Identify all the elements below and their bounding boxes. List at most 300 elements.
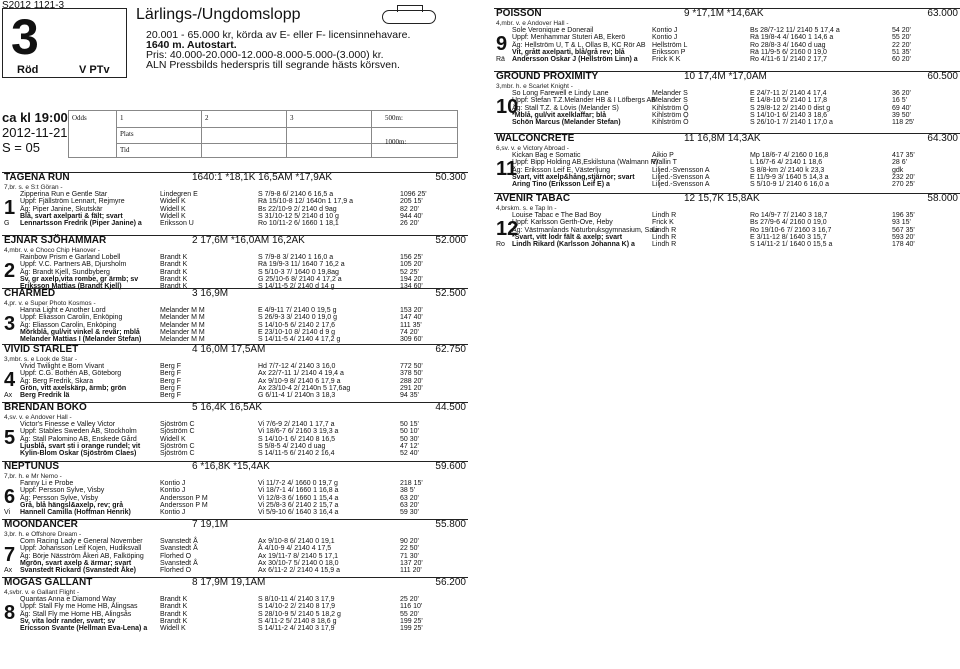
form-odds: 55 20' [892,34,911,42]
form-description: Uppf: Menhammar Stuteri AB, Ekerö [512,34,626,42]
grid-tid-label: Tid [120,146,130,154]
form-result: S 14/11-5 6/ 2140 2 16,4 [258,450,335,458]
horse-name: TAGENA RUN [4,172,70,183]
form-result: Ax 6/11-2 2/ 2140 4 15,9 a [258,567,340,575]
grid-col-3-label: 3 [290,114,294,122]
form-row [512,212,960,219]
form-odds: 593 20' [892,233,915,241]
form-odds: 153 20' [400,307,423,314]
horse-prize-money: 58.000 [927,193,958,204]
horse-header [2,519,468,530]
horse-header [2,172,468,183]
horse-breeding-info: 7,br. h. e Mr Nemo - [4,473,62,480]
form-trainer: Brandt K [160,617,188,625]
form-description: Uppf: Stall Fly me Home HB, Alingsas [20,603,138,611]
horse-prize-money: 44.500 [435,402,466,413]
form-trainer: Widell K [160,205,186,213]
form-trainer: Andersson P M [160,501,208,509]
form-result: Ax 22/7-11 1/ 2140 4 19,4 a [258,370,344,378]
race-track-color: Röd [17,64,39,76]
form-trainer: Melander M M [160,307,205,314]
horse-prize-money: 52.500 [435,288,466,299]
form-odds: 54 20' [892,27,911,34]
form-result: Rä 19/9-3 11/ 1640 7 16,2 a [258,261,345,269]
form-description: Uppf: Persson Sylve, Visby [20,487,105,495]
form-result: Ro 4/11-6 1/ 2140 2 17,7 [750,56,827,64]
form-row [512,119,960,126]
form-description: Svanstedt Rickard (Svanstedt Åke) [20,567,136,575]
horse-stats: 12 15,7K 15,8AK [684,193,760,204]
form-trainer: Brandt K [160,596,188,603]
race-number: 3 [11,9,39,65]
horse-stats: 2 17,6M *16,0AM 16,2AK [192,235,305,246]
form-trainer: Kontio J [160,480,186,487]
form-result: Ax 23/10-4 2/ 2140n 5 17,6ag [258,384,351,392]
form-row [512,241,960,248]
form-description: Sole Veronique e Donerail [512,27,594,34]
form-description: Sv, vita lodr rander, svart; sv [20,617,116,625]
form-result: Å 4/10-9 4/ 2140 4 17,5 [258,545,332,553]
horse-header [2,288,468,299]
form-row [20,603,468,610]
form-description: Svart, vitt axelp&hång,stjärnor; svart [512,173,635,181]
race-s-value: S = 05 [2,140,40,155]
form-description: Uppf: Fjällström Lennart, Rejmyre [20,198,125,206]
form-description: Uppf: Stefan T.Z.Melander HB & I Löfbergs AB [512,97,656,105]
form-trainer: Kontio J [160,509,186,517]
form-result: S 8/8-km 2/ 2140 k 23,3 [750,166,825,174]
form-description: Uppf: Johansson Leif Kojen, Hudiksvall [20,545,142,553]
form-trainer: Brandt K [160,283,188,291]
form-trainer: Kontio J [652,34,678,42]
form-description: Äg: Stall Fly me Home HB, Alingsås [20,610,132,618]
start-number: 12 [496,218,519,241]
form-row [20,261,468,268]
horse-breeding-info: 3,br. h. e Offshore Dream - [4,531,82,538]
form-trainer: Eriksson U [160,220,194,228]
form-result: Ax 30/10-7 5/ 2140 0 18,0 [258,559,339,567]
start-number: 3 [4,313,16,336]
form-trainer: Melander S [652,90,688,97]
form-row [20,428,468,435]
grid-plats-label: Plats [120,130,134,138]
form-row [512,34,960,41]
form-description: Hannell Camilla (Hoffman Henrik) [20,509,131,517]
form-description: Uppf: Eliasson Carolin, Enköping [20,314,123,322]
horse-breeding-info: 4,brskm. s. e Tap In - [496,205,557,212]
form-result: S 28/10-9 5/ 2140 5 18,2 g [258,610,341,618]
form-result: S 5/10-9 1/ 2140 6 16,0 a [750,181,830,189]
home-track: Rä [496,56,505,64]
form-odds: 82 20' [400,205,419,213]
form-description: Uppf: C.G. Bothén AB, Göteborg [20,370,122,378]
form-odds: 309 60' [400,336,423,344]
form-description: Kickan Bag e Somatic [512,152,581,159]
form-row [20,436,468,443]
form-trainer: Melander M M [160,321,205,329]
form-description: Louise Tabac e The Bad Boy [512,212,602,219]
form-trainer: Kihlström Ö [652,104,689,112]
form-row [20,198,468,205]
form-description: Melander Mattias I (Melander Stefan) [20,336,142,344]
form-odds: 93 15' [892,219,911,227]
form-description: Ericsson Svante (Hellman Eva-Lena) a [20,625,148,633]
result-grid [68,110,458,158]
form-result: G 6/11-4 1/ 2140n 3 18,3 [258,392,336,400]
form-description: Äg: Hellström U, T & L, Ollas B, KC Rör AB [512,41,646,49]
form-result: Vi 7/6-9 2/ 2140 1 17,7 a [258,421,335,428]
form-result: S 29/8-12 2/ 2140 0 dist g [750,104,831,112]
form-row [512,56,960,63]
horse-stats: 3 16,9M [192,288,229,299]
form-description: Eriksson Mattias (Brandt Kjell) [20,283,122,291]
form-odds: 218 15' [400,480,423,487]
horse-breeding-info: 3,mbr. h. e Scarlet Knight - [496,83,573,90]
form-result: Vi 12/8-3 6/ 1660 1 15,4 a [258,494,339,502]
horse-stats: 4 16,0M 17,5AM [192,344,266,355]
horse-name: BRENDAN BOKO [4,402,87,413]
horse-header [2,402,468,413]
form-result: S 14/11-2 1/ 1640 0 15,5 a [750,241,833,249]
form-trainer: Lindh R [652,226,677,234]
form-result: Ax 9/10-9 8/ 2140 6 17,9 a [258,377,341,385]
form-trainer: Melander M M [160,328,205,336]
form-result: S 7/9-8 3/ 2140 1 16,0 a [258,254,334,261]
form-trainer: Brandt K [160,254,188,261]
form-trainer: Sjöström C [160,428,195,436]
form-odds: 118 25' [892,119,915,127]
form-description: So Long Farewell e Lindy Lane [512,90,609,97]
form-row [20,450,468,457]
form-row [20,545,468,552]
home-track: Vi [4,509,11,517]
form-row [20,213,468,220]
form-trainer: Lindh R [652,233,677,241]
form-odds: 36 20' [892,90,911,97]
form-odds: 378 50' [400,370,423,378]
form-description: Uppf: V.C. Partners AB, Djursholm [20,261,127,269]
form-result: Vi 11/7-2 4/ 1660 0 19,7 g [258,480,338,487]
form-description: Äg: Börje Näsström Åkeri AB, Falköping [20,552,144,560]
form-odds: 111 35' [400,321,422,329]
form-result: Hd 7/7-12 4/ 2140 3 16,0 [258,363,336,370]
form-description: Uppf: Karlsson Gerth-Ove, Heby [512,219,613,227]
form-row [512,219,960,226]
form-odds: 60 20' [892,56,911,64]
form-odds: 194 20' [400,275,423,283]
form-row [20,618,468,625]
form-odds: 417 35' [892,152,915,159]
form-row [20,509,468,516]
form-result: Bs 28/7-12 11/ 2140 5 17,4 a [750,27,840,34]
form-description: Lennartsson Fredrik (Piper Janine) a [20,220,142,228]
grid-col-1-label: 1 [120,114,124,122]
form-odds: 288 20' [400,377,423,385]
race-time: ca kl 19:00 [2,110,68,125]
form-result: S 5/10-3 7/ 1640 0 19,8ag [258,268,339,276]
form-odds: 199 25' [400,625,423,633]
form-description: Blå, svart axelparti & fält; svart [20,212,123,220]
form-odds: 22 50' [400,545,419,553]
form-trainer: Widell K [160,198,186,206]
form-odds: 94 35' [400,392,419,400]
form-odds: 47 12' [400,442,419,450]
form-row [20,276,468,283]
form-result: Rä 19/8-4 4/ 1640 1 14,6 a [750,34,834,42]
form-result: Vi 18/7-1 4/ 1660 1 16,8 a [258,487,339,495]
form-description: Berg Fredrik lä [20,392,70,400]
form-odds: 137 20' [400,559,423,567]
form-result: S 14/10-2 2/ 2140 8 17,9 [258,603,336,611]
race-number-box [2,8,127,78]
form-trainer: Kihlström Ö [652,119,689,127]
home-track: Ro [496,241,505,249]
form-row [20,487,468,494]
horse-prize-money: 56.200 [435,577,466,588]
horse-stats: 1640:1 *18,1K 16,5AM *17,9AK [192,172,333,183]
form-odds: 772 50' [400,363,423,370]
form-row [20,553,468,560]
form-odds: 39 50' [892,111,911,119]
form-result: E 23/10-10 8/ 2140 d 9 g [258,328,336,336]
form-trainer: Frick K K [652,56,681,64]
form-row [20,538,468,545]
home-track: G [4,220,10,228]
form-row [20,378,468,385]
start-number: 6 [4,486,16,509]
form-result: Ro 10/11-2 6/ 1660 1 18,1 [258,220,339,228]
form-odds: 199 25' [400,617,423,625]
start-number: 4 [4,369,16,392]
form-result: E 4/9-11 7/ 2140 0 19,5 g [258,307,337,314]
horse-breeding-info: 4,mbr. v. e Choco Chip Hanover - [4,247,100,254]
form-result: S 7/9-8 6/ 2140 6 16,5 a [258,191,334,198]
horse-header [494,193,960,204]
form-description: Vit, grått axelparti, blå/grå rev; blå [512,48,625,56]
form-trainer: Widell K [160,212,186,220]
horse-breeding-info: 6,sv. v. e Victory Abroad - [496,145,569,152]
form-trainer: Wallin T [652,159,677,167]
form-trainer: Svanstedt Å [160,538,198,545]
horse-breeding-info: 7,br. s. e S:t Göran - [4,184,63,191]
form-description: Äg: Västmanlands Naturbruksgymnasium, Sala [512,226,659,234]
form-trainer: Brandt K [160,268,188,276]
form-trainer: Kontio J [160,487,186,495]
form-result: L 16/7-6 4/ 2140 1 18,6 [750,159,823,167]
grid-col-3 [287,111,372,157]
form-row [512,90,960,97]
horse-header [494,133,960,144]
form-result: S 14/10-1 6/ 2140 3 18,6 [750,111,828,119]
grid-odds-cell [69,111,117,157]
form-description: *Mblå, gul/vit axelklaffar; blå [512,111,607,119]
form-row [20,611,468,618]
start-number: 11 [496,158,518,181]
home-track: Ax [4,567,13,575]
form-trainer: Frick K [652,219,674,227]
form-trainer: Kontio J [652,27,678,34]
form-row [20,421,468,428]
horse-header [2,344,468,355]
start-number: 2 [4,260,16,283]
form-odds: 59 30' [400,509,419,517]
form-odds: 178 40' [892,241,915,249]
form-trainer: Brandt K [160,610,188,618]
form-odds: 90 20' [400,538,419,545]
horse-name: MOGAS GALLANT [4,577,93,588]
form-row [20,206,468,213]
form-result: Ro 14/9-7 7/ 2140 3 18,7 [750,212,828,219]
form-description: Sv, gr axelp,vita rombe, gr ärmb; sv [20,275,139,283]
form-row [20,322,468,329]
form-row [20,314,468,321]
form-odds: 111 20' [400,567,422,575]
form-result: S 14/11-5 4/ 2140 4 17,2 g [258,336,341,344]
form-row [20,329,468,336]
form-odds: 69 40' [892,104,911,112]
form-description: Äg: Stall T.Z. & Lövis (Melander S) [512,104,619,112]
form-trainer: Sjöström C [160,421,195,428]
form-description: Schön Marcus (Melander Stefan) [512,119,621,127]
form-result: Ro 28/8-3 4/ 1640 d uag [750,41,826,49]
horse-stats: 10 17,4M *17,0AM [684,71,767,82]
form-description: Äg: Eliasson Carolin, Enköping [20,321,117,329]
form-odds: 134 60' [400,283,423,291]
form-trainer: Berg F [160,370,182,378]
horse-name: EJNAR SJÖHAMMAR [4,235,107,246]
form-trainer: Brandt K [160,275,188,283]
horse-name: POISSON [496,8,542,19]
form-trainer: Aikio P [652,152,674,159]
form-description: Fanny Li e Probe [20,480,74,487]
grid-odds-label: Odds [72,114,87,122]
form-result: E 24/7-11 2/ 2140 4 17,4 [750,90,827,97]
form-odds: 105 20' [400,261,423,269]
horse-name: VIVID STARLET [4,344,79,355]
form-trainer: Brandt K [160,603,188,611]
form-result: Bs 27/9-6 4/ 2160 0 19,0 [750,219,827,227]
form-odds: 232 20' [892,173,915,181]
form-description: Äg: Eriksson Leif E, Västerljung [512,166,611,174]
form-row [512,234,960,241]
page-id: S2012 1121-3 [2,0,65,11]
form-row [20,625,468,632]
form-description: Lindh Rikard (Karlsson Johanna K) a [512,241,635,249]
form-trainer: Berg F [160,392,182,400]
horse-name: GROUND PROXIMITY [496,71,599,82]
form-result: S 14/11-5 2/ 2140 d 14 g [258,283,335,291]
start-number: 9 [496,33,508,56]
form-result: S 31/10-12 5/ 2140 d 10 g [258,212,339,220]
horse-stats: 6 *16,8K *15,4AK [192,461,270,472]
form-row [20,480,468,487]
form-trainer: Widell K [160,435,186,443]
grid-500m-label: 500m: [385,114,403,122]
grid-col-2-label: 2 [205,114,209,122]
form-result: Ax 19/11-7 8/ 2140 5 17,1 [258,552,339,560]
form-trainer: Sjöström C [160,442,195,450]
form-odds: 1096 25' [400,191,427,198]
form-row [20,495,468,502]
form-odds: 52 25' [400,268,419,276]
form-odds: 291 20' [400,384,423,392]
form-odds: 52 40' [400,450,419,458]
form-description: Äg: Stall Palomino AB, Enskede Gård [20,435,137,443]
form-result: Vi 5/9-10 6/ 1640 3 16,4 a [258,509,339,517]
form-row [512,167,960,174]
horse-stats: 5 16,4K 16,5AK [192,402,263,413]
form-row [512,42,960,49]
horse-breeding-info: 4,mbr. v. e Andover Hall - [496,20,569,27]
form-result: Rä 11/9-5 6/ 2160 0 19,0 [750,48,827,56]
form-odds: 50 30' [400,435,419,443]
form-trainer: Lindegren E [160,191,198,198]
form-odds: 74 20' [400,328,419,336]
form-odds: 16 5' [892,97,907,105]
horse-header [494,71,960,82]
form-odds: 25 20' [400,596,419,603]
form-trainer: Berg F [160,377,182,385]
home-track: Ax [4,392,13,400]
form-trainer: Berg F [160,363,182,370]
form-row [512,227,960,234]
form-row [20,269,468,276]
horse-breeding-info: 4,pr. v. e Super Photo Kosmos - [4,300,96,307]
form-result: Rä 15/10-8 12/ 1640n 1 17,9 a [258,198,353,206]
form-odds: 156 25' [400,254,423,261]
horse-prize-money: 60.500 [927,71,958,82]
form-row [20,254,468,261]
form-trainer: Berg F [160,384,182,392]
form-description: Äg: Persson Sylve, Visby [20,494,99,502]
form-result: Ax 9/10-8 6/ 2140 0 19,1 [258,538,335,545]
form-trainer: Liljed.-Svensson A [652,173,710,181]
form-result: S 26/10-1 7/ 2140 1 17,0 a [750,119,833,127]
form-row [512,181,960,188]
form-odds: 944 40' [400,212,423,220]
form-description: Äg: Piper Janine, Skutskär [20,205,103,213]
form-row [512,159,960,166]
horse-stats: 9 *17,1M *14,6AK [684,8,764,19]
form-result: Vi 25/8-3 6/ 2140 2 15,7 a [258,501,339,509]
form-trainer: Melander M M [160,336,205,344]
start-number: 10 [496,96,519,119]
grid-1000m-label: 1000m: [385,138,407,146]
horse-name: AVENIR TABAC [496,193,571,204]
form-description: Zipperina Run e Gentle Star [20,191,108,198]
horse-header [2,461,468,472]
form-odds: 55 20' [400,610,419,618]
form-trainer: Svanstedt Å [160,559,198,567]
start-number: 7 [4,544,16,567]
horse-breeding-info: 4,sv. v. e Andover Hall - [4,414,72,421]
form-trainer: Eriksson P [652,48,686,56]
race-date: 2012-11-21 [2,125,68,140]
form-row [20,596,468,603]
form-trainer: Svanstedt Å [160,545,198,553]
form-description: Hanna Light e Another Lord [20,307,106,314]
form-odds: 71 30' [400,552,419,560]
form-description: Mgrön, svart axelp & ärmar; svart [20,559,132,567]
form-trainer: Lindh R [652,241,677,249]
form-odds: 50 15' [400,421,419,428]
form-row [20,392,468,399]
form-result: S 14/10-1 6/ 2140 8 16,5 [258,435,336,443]
form-description: Äg: Berg Fredrik, Skara [20,377,94,385]
form-description: Rainbow Prism e Garland Lobell [20,254,121,261]
form-odds: 196 35' [892,212,915,219]
form-odds: 51 35' [892,48,911,56]
